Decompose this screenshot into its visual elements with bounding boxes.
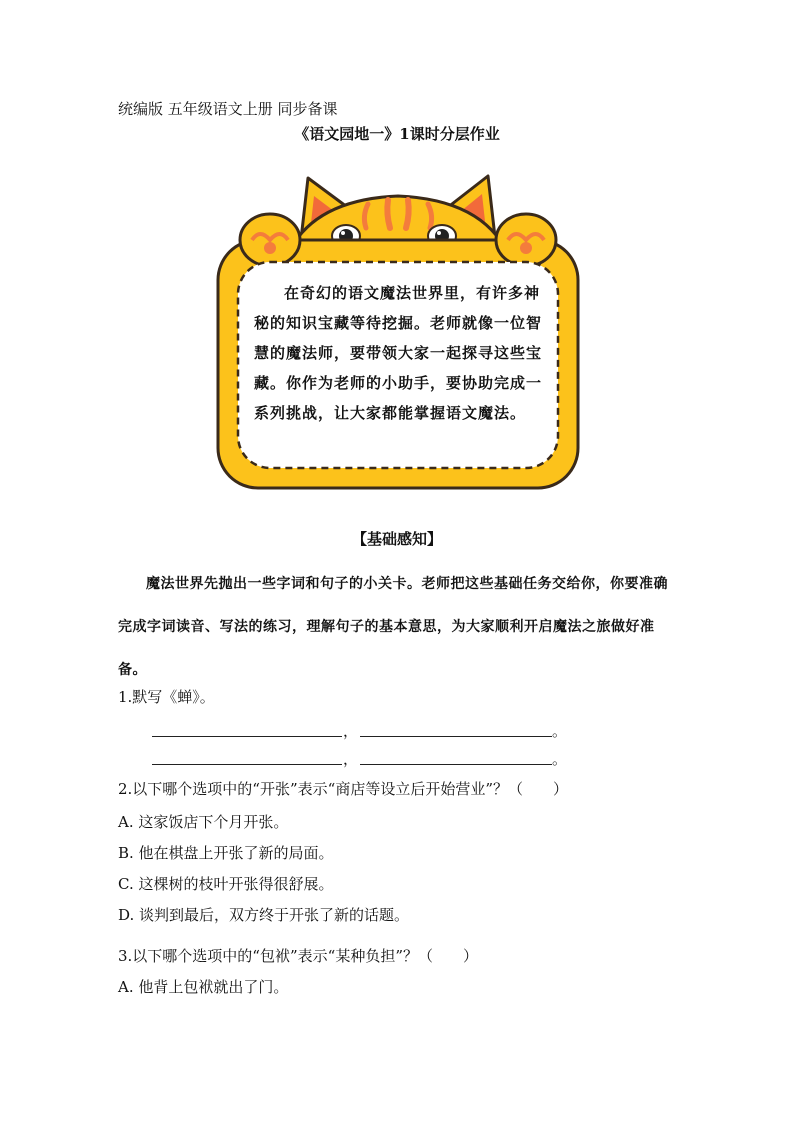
answer-blank[interactable]: [152, 736, 342, 737]
answer-blank[interactable]: [360, 764, 552, 765]
question-1-stem: 1.默写《蝉》。: [118, 688, 215, 706]
question-3-stem: 3.以下哪个选项中的“包袱”表示“某种负担”？（ ）: [118, 947, 478, 965]
right-paw-icon: [496, 214, 556, 266]
answer-blank[interactable]: [360, 736, 552, 737]
option-a[interactable]: A. 这家饭店下个月开张。: [118, 813, 289, 831]
comma-mark: ，: [343, 750, 359, 768]
worksheet-title: 《语文园地一》1课时分层作业: [294, 125, 500, 143]
left-paw-icon: [240, 214, 300, 266]
option-a[interactable]: A. 他背上包袱就出了门。: [118, 978, 289, 996]
option-c[interactable]: C. 这棵树的枝叶开张得很舒展。: [118, 875, 334, 893]
intro-text: 在奇幻的语文魔法世界里，有许多神秘的知识宝藏等待挖掘。老师就像一位智慧的魔法师，要带领大家一起探寻这些宝藏。你作为老师的小助手，要协助完成一系列挑战，让大家都能掌握语文魔法。: [254, 284, 543, 422]
option-d[interactable]: D. 谈判到最后，双方终于开张了新的话题。: [118, 906, 410, 924]
answer-blank[interactable]: [152, 764, 342, 765]
question-2-stem: 2.以下哪个选项中的“开张”表示“商店等设立后开始营业”？（ ）: [118, 780, 568, 798]
comma-mark: ，: [343, 722, 359, 740]
header-series: 统编版 五年级语文上册 同步备课: [118, 100, 338, 118]
option-b[interactable]: B. 他在棋盘上开张了新的局面。: [118, 844, 334, 862]
period-mark: 。: [552, 722, 568, 740]
section-lead: 魔法世界先抛出一些字词和句子的小关卡。老师把这些基础任务交给你，你要准确完成字词读音、写法的练习，理解句子的基本意思，为大家顺利开启魔法之旅做好准备。: [118, 576, 668, 678]
period-mark: 。: [552, 750, 568, 768]
section-title: 【基础感知】: [351, 530, 442, 548]
